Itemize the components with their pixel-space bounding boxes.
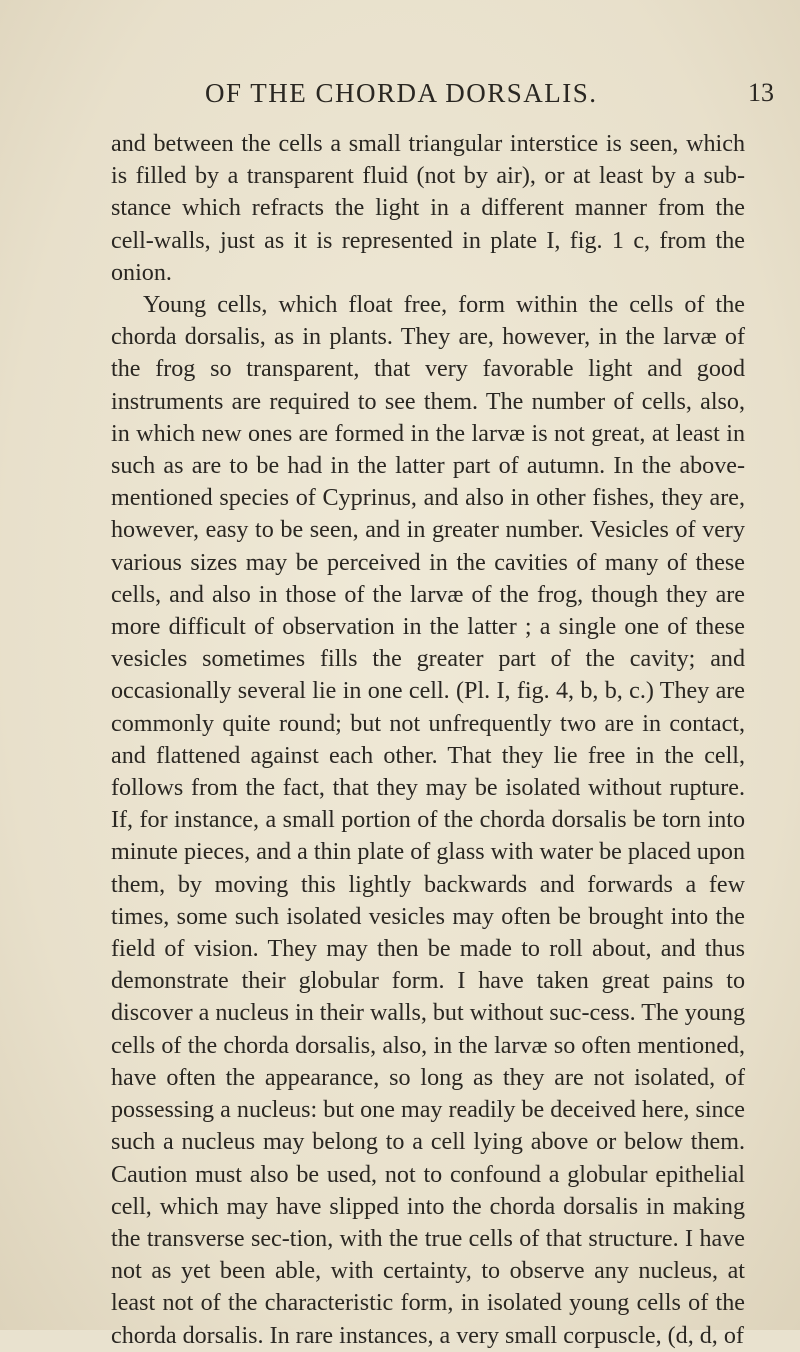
body-text <box>111 128 745 1352</box>
paragraph: and between the cells a small triangular interstice is seen, which is filled by a transparent fluid (not by air), or at least by a sub-stance which refracts the light in a different manner from the cell-walls, just as it is represented in plate I, fig. 1 c, from the onion. <box>111 131 745 286</box>
running-head <box>0 78 800 112</box>
page-number: 13 <box>748 78 774 107</box>
running-head-title: OF THE CHORDA DORSALIS. <box>205 78 598 108</box>
paragraph: Young cells, which float free, form within the cells of the chorda dorsalis, as in plants. They are, however, in the larvæ of the frog so transparent, that very favorable light and good instruments are required to see them. The number of cells, also, in which new ones are formed in the larvæ is not great, at least in such as are to be had in the latter part of autumn. In the above-mentioned species of Cyprinus, and also in other fishes, they are, however, easy to be seen, and in greater number. Vesicles of very various sizes may be perceived in the cavities of many of these cells, and also in those of the larvæ of the frog, though they are more difficult of observation in the latter ; a single one of these vesicles sometimes fills the greater part of the cavity; and occasionally several lie in one cell. (Pl. I, fig. 4, b, b, c.) They are commonly quite round; but not unfrequently two are in contact, and flattened against each other. That they lie free in the cell, follows from the fact, that they may be isolated without rupture. If, for instance, a small portion of the chorda dorsalis be torn into minute pieces, and a thin plate of glass with water be placed upon them, by moving this lightly backwards and forwards a few times, some such isolated vesicles may often be brought into the field of vision. They may then be made to roll about, and thus demonstrate their globular form. I have taken great pains to discover a nucleus in their walls, but without suc-cess. The young cells of the chorda dorsalis, also, in the larvæ so often mentioned, have often the appearance, so long as they are not isolated, of possessing a nucleus: but one may readily be deceived here, since such a nucleus may belong to a cell lying above or below them. Caution must also be used, not to confound a globular epithelial cell, which may have slipped into the chorda dorsalis in making the transverse sec-tion, with the true cells of that structure. I have not as yet been able, with certainty, to observe any nucleus, at least not of the characteristic form, in isolated young cells of the chorda dorsalis. In rare instances, a very small corpuscle, (d, d, of <box>111 292 745 1349</box>
